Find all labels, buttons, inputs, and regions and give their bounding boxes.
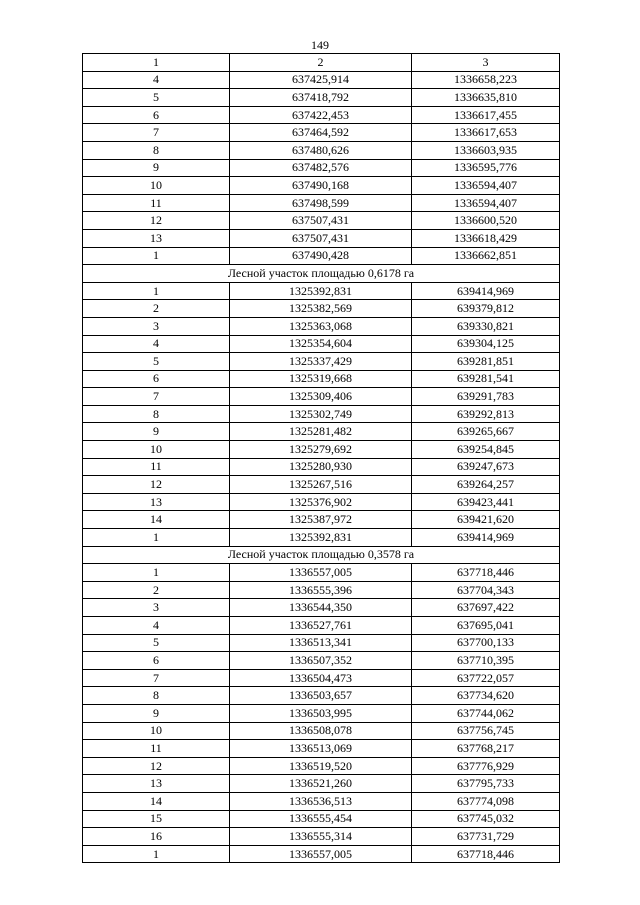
- coordinate-x-cell: 637490,428: [230, 247, 412, 265]
- point-number-cell: 10: [83, 177, 230, 195]
- coordinate-x-cell: 1336519,520: [230, 757, 412, 775]
- point-number-cell: 9: [83, 159, 230, 177]
- coordinate-y-cell: 639330,821: [412, 317, 560, 335]
- table-row: [83, 353, 560, 371]
- coordinate-x-cell: 1336508,078: [230, 722, 412, 740]
- coordinate-x-cell: 1336557,005: [230, 845, 412, 863]
- coordinate-y-cell: 1336618,429: [412, 229, 560, 247]
- coordinate-x-cell: 637498,599: [230, 194, 412, 212]
- coordinate-y-cell: 639379,812: [412, 300, 560, 318]
- point-number-cell: 9: [83, 423, 230, 441]
- coordinate-y-cell: 637718,446: [412, 845, 560, 863]
- coordinate-y-cell: 637756,745: [412, 722, 560, 740]
- table-row: [83, 634, 560, 652]
- coordinate-x-cell: 637422,453: [230, 106, 412, 124]
- coordinate-y-cell: 1336658,223: [412, 71, 560, 89]
- table-row: [83, 775, 560, 793]
- coordinate-y-cell: 1336617,455: [412, 106, 560, 124]
- point-number-cell: 5: [83, 89, 230, 107]
- point-number-cell: 2: [83, 300, 230, 318]
- coordinate-y-cell: 637774,098: [412, 792, 560, 810]
- coordinate-y-cell: 1336594,407: [412, 194, 560, 212]
- table-row: [83, 370, 560, 388]
- coordinate-y-cell: 639291,783: [412, 388, 560, 406]
- point-number-cell: 3: [83, 317, 230, 335]
- point-number-cell: 7: [83, 124, 230, 142]
- coordinate-y-cell: 639423,441: [412, 493, 560, 511]
- coordinate-y-cell: 1336662,851: [412, 247, 560, 265]
- coordinates-table: [82, 53, 560, 863]
- table-row: [83, 828, 560, 846]
- point-number-cell: 5: [83, 634, 230, 652]
- header-cell-1: 1: [83, 54, 230, 72]
- coordinate-x-cell: 1325279,692: [230, 441, 412, 459]
- table-row: [83, 282, 560, 300]
- point-number-cell: 8: [83, 687, 230, 705]
- coordinate-x-cell: 637418,792: [230, 89, 412, 107]
- point-number-cell: 1: [83, 247, 230, 265]
- point-number-cell: 16: [83, 828, 230, 846]
- table-row: [83, 159, 560, 177]
- coordinate-x-cell: 1336503,995: [230, 704, 412, 722]
- table-row: [83, 476, 560, 494]
- point-number-cell: 4: [83, 335, 230, 353]
- table-row: [83, 317, 560, 335]
- point-number-cell: 7: [83, 388, 230, 406]
- table-row: [83, 458, 560, 476]
- coordinate-x-cell: 1325302,749: [230, 405, 412, 423]
- coordinate-x-cell: 637480,626: [230, 141, 412, 159]
- coordinate-y-cell: 639414,969: [412, 282, 560, 300]
- table-row: [83, 441, 560, 459]
- table-row: [83, 212, 560, 230]
- point-number-cell: 7: [83, 669, 230, 687]
- point-number-cell: 11: [83, 194, 230, 212]
- point-number-cell: 6: [83, 370, 230, 388]
- coordinate-y-cell: 637718,446: [412, 564, 560, 582]
- table-row: [83, 177, 560, 195]
- coordinate-y-cell: 639414,969: [412, 529, 560, 547]
- coordinate-x-cell: 1336557,005: [230, 564, 412, 582]
- point-number-cell: 12: [83, 757, 230, 775]
- coordinate-x-cell: 1325319,668: [230, 370, 412, 388]
- coordinate-x-cell: 1336503,657: [230, 687, 412, 705]
- coordinate-y-cell: 637700,133: [412, 634, 560, 652]
- coordinate-y-cell: 1336600,520: [412, 212, 560, 230]
- point-number-cell: 12: [83, 212, 230, 230]
- coordinates-table-body: [83, 54, 560, 863]
- table-row: [83, 669, 560, 687]
- coordinate-x-cell: 1325354,604: [230, 335, 412, 353]
- coordinate-y-cell: 637704,343: [412, 581, 560, 599]
- point-number-cell: 13: [83, 775, 230, 793]
- coordinate-y-cell: 1336595,776: [412, 159, 560, 177]
- coordinate-y-cell: 639281,851: [412, 353, 560, 371]
- coordinate-x-cell: 1336507,352: [230, 652, 412, 670]
- coordinate-y-cell: 639254,845: [412, 441, 560, 459]
- coordinate-y-cell: 1336635,810: [412, 89, 560, 107]
- coordinate-x-cell: 1325392,831: [230, 282, 412, 300]
- point-number-cell: 9: [83, 704, 230, 722]
- table-row: [83, 792, 560, 810]
- table-row: [83, 740, 560, 758]
- header-cell-3: 3: [412, 54, 560, 72]
- coordinate-x-cell: 1336555,314: [230, 828, 412, 846]
- coordinate-x-cell: 1336521,260: [230, 775, 412, 793]
- coordinate-x-cell: 1336555,396: [230, 581, 412, 599]
- coordinate-x-cell: 1336555,454: [230, 810, 412, 828]
- coordinate-y-cell: 1336594,407: [412, 177, 560, 195]
- coordinate-y-cell: 637695,041: [412, 617, 560, 635]
- table-row: [83, 141, 560, 159]
- coordinate-x-cell: 1325376,902: [230, 493, 412, 511]
- point-number-cell: 4: [83, 71, 230, 89]
- table-row: [83, 810, 560, 828]
- coordinate-x-cell: 1325392,831: [230, 529, 412, 547]
- point-number-cell: 11: [83, 458, 230, 476]
- table-row: [83, 89, 560, 107]
- table-row: [83, 704, 560, 722]
- coordinate-y-cell: 637776,929: [412, 757, 560, 775]
- coordinate-x-cell: 637482,576: [230, 159, 412, 177]
- table-row: [83, 511, 560, 529]
- coordinate-y-cell: 637795,733: [412, 775, 560, 793]
- table-row: [83, 194, 560, 212]
- point-number-cell: 8: [83, 405, 230, 423]
- coordinate-x-cell: 637490,168: [230, 177, 412, 195]
- coordinate-y-cell: 637731,729: [412, 828, 560, 846]
- table-row: [83, 652, 560, 670]
- table-row: [83, 722, 560, 740]
- coordinate-x-cell: 1325382,569: [230, 300, 412, 318]
- page-number: 149: [311, 38, 329, 52]
- coordinate-x-cell: 637425,914: [230, 71, 412, 89]
- point-number-cell: 1: [83, 282, 230, 300]
- section-title: Лесной участок площадью 0,3578 га: [83, 546, 560, 564]
- coordinate-x-cell: 1325280,930: [230, 458, 412, 476]
- table-row: [83, 687, 560, 705]
- coordinate-x-cell: 1325387,972: [230, 511, 412, 529]
- point-number-cell: 1: [83, 529, 230, 547]
- coordinate-y-cell: 639292,813: [412, 405, 560, 423]
- coordinate-x-cell: 637507,431: [230, 229, 412, 247]
- coordinate-y-cell: 637745,032: [412, 810, 560, 828]
- point-number-cell: 5: [83, 353, 230, 371]
- table-row: [83, 71, 560, 89]
- point-number-cell: 6: [83, 106, 230, 124]
- point-number-cell: 14: [83, 792, 230, 810]
- table-row: [83, 493, 560, 511]
- coordinate-x-cell: 1336504,473: [230, 669, 412, 687]
- coordinate-y-cell: 637744,062: [412, 704, 560, 722]
- point-number-cell: 12: [83, 476, 230, 494]
- table-row: [83, 247, 560, 265]
- coordinate-y-cell: 639281,541: [412, 370, 560, 388]
- coordinate-x-cell: 1336513,069: [230, 740, 412, 758]
- coordinate-y-cell: 639421,620: [412, 511, 560, 529]
- coordinate-y-cell: 637697,422: [412, 599, 560, 617]
- coordinate-y-cell: 637722,057: [412, 669, 560, 687]
- table-row: [83, 757, 560, 775]
- coordinate-x-cell: 1325267,516: [230, 476, 412, 494]
- table-row: [83, 529, 560, 547]
- coordinate-y-cell: 637710,395: [412, 652, 560, 670]
- coordinate-y-cell: 639304,125: [412, 335, 560, 353]
- coordinate-y-cell: 1336617,653: [412, 124, 560, 142]
- table-row: [83, 564, 560, 582]
- point-number-cell: 15: [83, 810, 230, 828]
- coordinate-y-cell: 637768,217: [412, 740, 560, 758]
- table-row: [83, 845, 560, 863]
- table-row: [83, 423, 560, 441]
- point-number-cell: 8: [83, 141, 230, 159]
- coordinate-x-cell: 1325337,429: [230, 353, 412, 371]
- table-row: [83, 229, 560, 247]
- coordinate-x-cell: 1325363,068: [230, 317, 412, 335]
- coordinate-y-cell: 639264,257: [412, 476, 560, 494]
- point-number-cell: 13: [83, 493, 230, 511]
- coordinate-x-cell: 1325281,482: [230, 423, 412, 441]
- table-row: [83, 106, 560, 124]
- point-number-cell: 10: [83, 722, 230, 740]
- table-row: [83, 124, 560, 142]
- table-row: [83, 388, 560, 406]
- point-number-cell: 1: [83, 564, 230, 582]
- coordinate-y-cell: 639265,667: [412, 423, 560, 441]
- section-title: Лесной участок площадью 0,6178 га: [83, 265, 560, 283]
- coordinate-x-cell: 637464,592: [230, 124, 412, 142]
- coordinate-x-cell: 1325309,406: [230, 388, 412, 406]
- table-row: [83, 335, 560, 353]
- point-number-cell: 6: [83, 652, 230, 670]
- header-cell-2: 2: [230, 54, 412, 72]
- table-row: [83, 581, 560, 599]
- point-number-cell: 10: [83, 441, 230, 459]
- header-row: [83, 54, 560, 72]
- coordinate-y-cell: 637734,620: [412, 687, 560, 705]
- table-row: [83, 617, 560, 635]
- section-title-row: [83, 265, 560, 283]
- point-number-cell: 1: [83, 845, 230, 863]
- point-number-cell: 14: [83, 511, 230, 529]
- coordinate-y-cell: 639247,673: [412, 458, 560, 476]
- coordinate-y-cell: 1336603,935: [412, 141, 560, 159]
- point-number-cell: 3: [83, 599, 230, 617]
- table-row: [83, 300, 560, 318]
- section-title-row: [83, 546, 560, 564]
- point-number-cell: 2: [83, 581, 230, 599]
- coordinate-x-cell: 1336544,350: [230, 599, 412, 617]
- table-row: [83, 599, 560, 617]
- coordinate-x-cell: 1336536,513: [230, 792, 412, 810]
- table-row: [83, 405, 560, 423]
- point-number-cell: 4: [83, 617, 230, 635]
- coordinate-x-cell: 1336513,341: [230, 634, 412, 652]
- coordinate-x-cell: 1336527,761: [230, 617, 412, 635]
- point-number-cell: 13: [83, 229, 230, 247]
- coordinate-x-cell: 637507,431: [230, 212, 412, 230]
- point-number-cell: 11: [83, 740, 230, 758]
